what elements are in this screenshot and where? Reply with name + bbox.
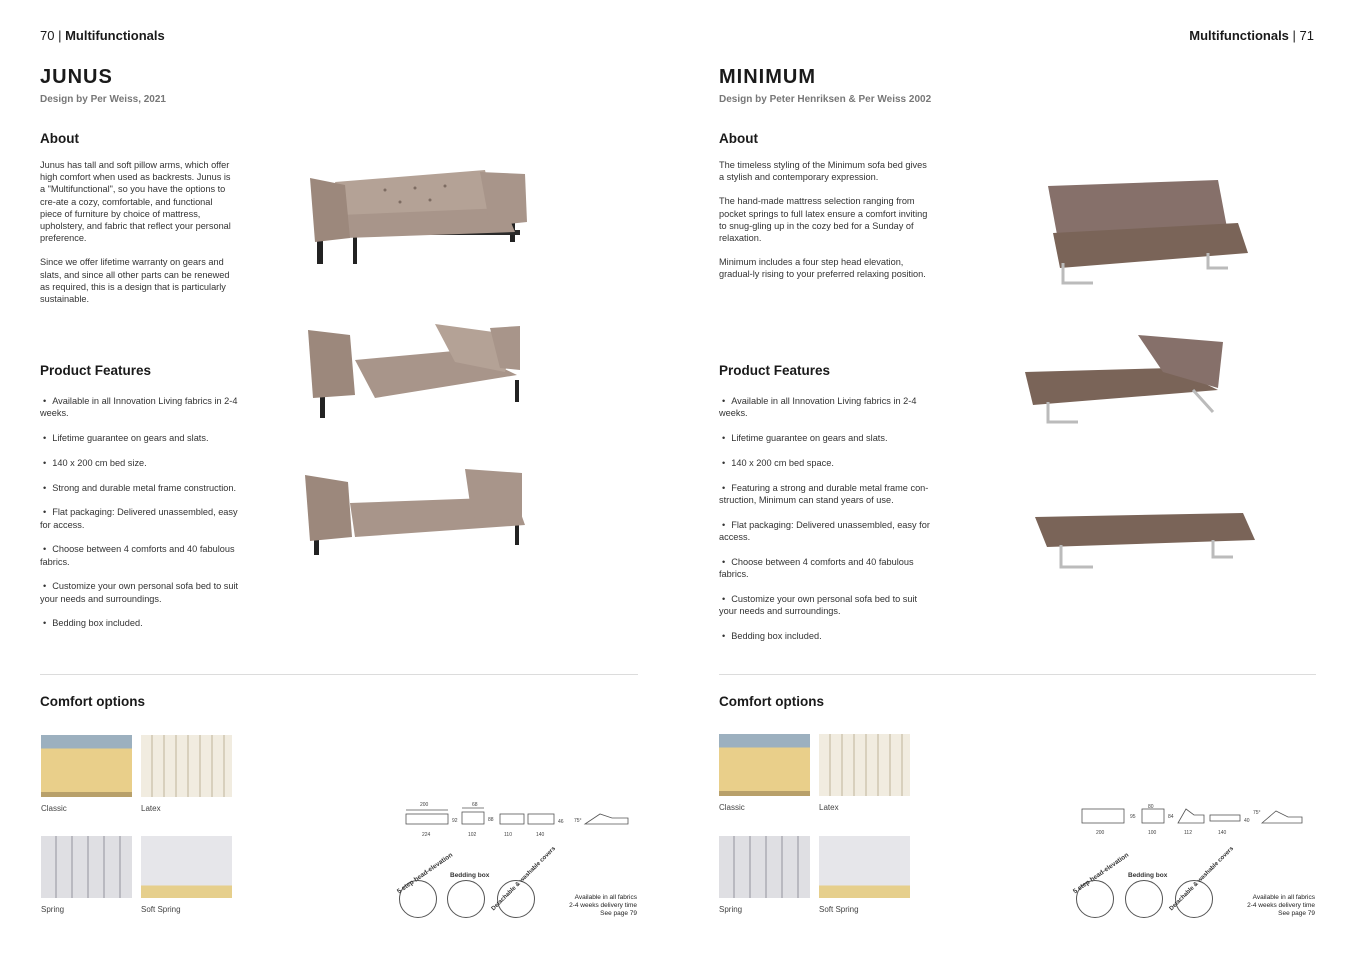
dim-label: 200 — [420, 802, 429, 808]
dim-label: 40 — [1244, 818, 1250, 824]
bedding-box-icon — [447, 880, 485, 918]
section-title: Multifunctionals — [1189, 28, 1289, 43]
dim-label: 224 — [422, 832, 431, 838]
junus-bed-image — [300, 465, 532, 557]
classic-swatch — [719, 734, 810, 796]
product-title: MINIMUM — [719, 66, 816, 88]
availability-line: 2-4 weeks delivery time — [1247, 902, 1315, 909]
dim-label: 75° — [1253, 810, 1261, 816]
about-paragraph: Junus has tall and soft pillow arms, which offer high comfort when used as backrests. Junus is a "Multifunctional", so you have the options to cre-ate a cozy, comfortable, and functional piece of furniture by choice of mattress, upholstery, and fabric that reflect your personal preference. — [40, 160, 231, 244]
list-item: • Lifetime guarantee on gears and slats. — [40, 432, 245, 444]
latex-swatch — [819, 734, 910, 796]
comfort-heading: Comfort options — [719, 694, 824, 709]
features-list — [719, 395, 937, 654]
divider — [40, 674, 638, 675]
list-item: • Featuring a strong and durable metal frame con-struction, Minimum can stand years of use. — [719, 482, 937, 506]
features-heading: Product Features — [40, 363, 152, 378]
swatch-label: Latex — [819, 803, 839, 812]
icon-label: Bedding box — [450, 872, 490, 879]
about-paragraph: Minimum includes a four step head elevation, gradual-ly rising to your preferred relaxing position. — [719, 257, 926, 280]
dim-label: 112 — [1184, 830, 1192, 836]
dim-label: 140 — [1218, 830, 1227, 836]
list-item: • 140 x 200 cm bed size. — [40, 457, 245, 469]
dim-label: 140 — [536, 832, 545, 838]
list-item: • Lifetime guarantee on gears and slats. — [719, 432, 937, 444]
dim-label: 68 — [472, 802, 478, 808]
dimension-drawing — [400, 800, 632, 840]
swatch-label: Classic — [41, 804, 67, 813]
availability-line: See page 79 — [1278, 910, 1315, 917]
swatch-label: Spring — [719, 905, 743, 914]
page-number: 71 — [1299, 28, 1314, 43]
dim-label: 110 — [504, 832, 512, 838]
availability-note — [540, 894, 637, 918]
availability-line: See page 79 — [600, 910, 637, 917]
icon-label: Bedding box — [1128, 872, 1168, 879]
swatch-label: Spring — [41, 905, 65, 914]
page-header: Multifunctionals | 71 — [1189, 28, 1314, 43]
list-item: • Available in all Innovation Living fabrics in 2-4 weeks. — [719, 395, 937, 419]
features-list — [40, 395, 245, 642]
dim-label: 200 — [1096, 830, 1105, 836]
icon-label: 5 step head-elevation — [395, 851, 455, 896]
swatch-label: Classic — [719, 803, 745, 812]
availability-line: 2-4 weeks delivery time — [569, 902, 637, 909]
page-header: 70 | Multifunctionals — [40, 28, 165, 43]
swatch-label: Soft Spring — [819, 905, 859, 914]
list-item: • 140 x 200 cm bed space. — [719, 457, 937, 469]
latex-swatch — [141, 735, 232, 797]
list-item: • Flat packaging: Delivered unassembled, easy for access. — [40, 506, 245, 530]
list-item: • Customize your own personal sofa bed to suit your needs and surroundings. — [719, 593, 937, 617]
swatch-label: Soft Spring — [141, 905, 181, 914]
section-title: Multifunctionals — [65, 28, 165, 43]
availability-line: Available in all fabrics — [574, 894, 637, 901]
about-heading: About — [40, 131, 79, 146]
divider — [719, 674, 1316, 675]
dimension-drawing — [1078, 803, 1310, 839]
icon-label: Detachable & washable covers — [1168, 845, 1235, 913]
minimum-bed-image — [1033, 505, 1258, 580]
about-heading: About — [719, 131, 758, 146]
junus-sofa-image — [305, 160, 530, 270]
dim-label: 84 — [1168, 814, 1174, 820]
dim-label: 100 — [1148, 830, 1157, 836]
about-text — [40, 159, 235, 317]
minimum-recline-image — [1023, 330, 1238, 435]
list-item: • Customize your own personal sofa bed to suit your needs and surroundings. — [40, 580, 245, 604]
minimum-sofa-image — [1038, 178, 1253, 288]
about-text — [719, 159, 934, 293]
list-item: • Strong and durable metal frame construction. — [40, 482, 245, 494]
dim-label: 75° — [574, 818, 582, 824]
about-paragraph: Since we offer lifetime warranty on gears and slats, and since all other parts can be renewed as required, this is a design that is particularly sustainable. — [40, 257, 230, 305]
list-item: • Available in all Innovation Living fabrics in 2-4 weeks. — [40, 395, 245, 419]
bedding-box-icon — [1125, 880, 1163, 918]
list-item: • Flat packaging: Delivered unassembled, easy for access. — [719, 519, 937, 543]
list-item: • Choose between 4 comforts and 40 fabulous fabrics. — [719, 556, 937, 580]
designer-credit: Design by Peter Henriksen & Per Weiss 2002 — [719, 94, 932, 105]
dim-label: 46 — [558, 819, 564, 825]
comfort-heading: Comfort options — [40, 694, 145, 709]
list-item: • Choose between 4 comforts and 40 fabulous fabrics. — [40, 543, 245, 567]
designer-credit: Design by Per Weiss, 2021 — [40, 94, 166, 105]
dim-label: 95 — [1130, 814, 1136, 820]
list-item: • Bedding box included. — [719, 630, 937, 642]
about-paragraph: The timeless styling of the Minimum sofa bed gives a stylish and contemporary expression. — [719, 160, 927, 183]
features-heading: Product Features — [719, 363, 831, 378]
classic-swatch — [41, 735, 132, 797]
swatch-label: Latex — [141, 804, 161, 813]
dim-label: 80 — [1148, 804, 1154, 810]
product-title: JUNUS — [40, 66, 113, 88]
junus-sofa-recline-image — [305, 320, 530, 420]
page-number: 70 — [40, 28, 55, 43]
availability-line: Available in all fabrics — [1252, 894, 1315, 901]
icon-label: Detachable & washable covers — [490, 845, 557, 913]
about-paragraph: The hand-made mattress selection ranging from pocket springs to full latex ensure a comfort inviting to snug-gling up in the cozy bed for a Sunday of relaxation. — [719, 196, 928, 244]
spring-swatch — [41, 836, 132, 898]
dim-label: 88 — [488, 817, 494, 823]
list-item: • Bedding box included. — [40, 617, 245, 629]
right-page — [678, 0, 1356, 959]
spring-swatch — [719, 836, 810, 898]
soft-spring-swatch — [819, 836, 910, 898]
dim-label: 92 — [452, 818, 458, 824]
availability-note — [1218, 894, 1315, 918]
soft-spring-swatch — [141, 836, 232, 898]
dim-label: 102 — [468, 832, 477, 838]
icon-label: 5 step head-elevation — [1071, 851, 1131, 896]
